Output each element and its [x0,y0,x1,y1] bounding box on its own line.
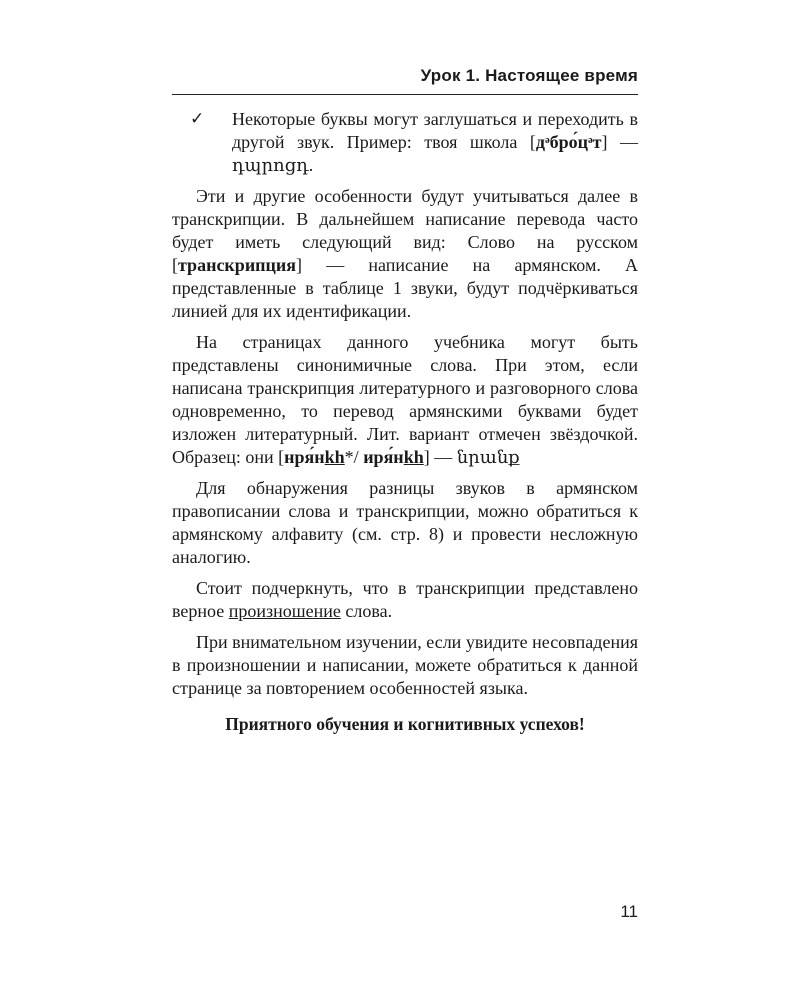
bullet-text-before: Некоторые буквы могут заглушаться и переходить в другой звук. Пример: твоя школа [ [232,109,638,152]
p4-part1: Стоит подчеркнуть, что в транскрипции представлено верное [172,578,638,621]
paragraph-transcription-format [172,185,638,323]
bullet-transcription: дᵊбро́цᵊт [535,132,602,152]
paragraph-synonyms [172,331,638,469]
p2-star: */ [344,447,364,467]
p2-word1b: kh [324,447,345,467]
text-body [172,108,638,700]
p2-word2b: kh [403,447,424,467]
page-number: 11 [620,902,638,921]
p4-part2: слова. [340,601,393,621]
paragraph-alphabet: Для обнаружения разницы звуков в армянском правописании слова и транскрипции, можно обратиться к армянскому алфавиту (см. стр. 8) и провести несложную аналогию. [172,478,638,567]
p1-term: транскрипция [178,255,297,275]
header-title: Урок 1. Настоящее время [420,66,638,85]
p2-part2: ] — նրանք [423,447,520,467]
checkmark-icon: ✓ [190,109,205,129]
paragraph-mismatches: При внимательном изучении, если увидите несовпадения в произношении и написании, можете обратиться к данной странице за повторением особенностей языка. [172,632,638,698]
paragraph-pronunciation [172,577,638,623]
bullet-item [172,108,638,177]
closing-line: Приятного обучения и когнитивных успехов! [225,714,585,734]
p2-word1a: нря́н [284,447,325,467]
p2-word2a: иря́н [363,447,404,467]
p2-part1: На страницах данного учебника могут быть представлены синонимичные слова. При этом, если написана транскрипция литературного и разговорного слова одновременно, то перевод армянскими буквами будет изложен литературный. Лит. вариант отмечен звёздочкой. Образец: они [ [172,332,638,467]
p1-part2: ] — написание на армянском. А представленные в таблице 1 звуки, будут подчёркиваться линией для их идентификации. [172,255,638,321]
p4-underlined: произношение [228,601,341,621]
running-header [172,64,638,95]
p1-part1: Эти и другие особенности будут учитываться далее в транскрипции. В дальнейшем написание перевода часто будет иметь следующий вид: Слово на русском [ [172,186,638,275]
bullet-text-after: ] — դպրոցդ. [232,132,638,175]
